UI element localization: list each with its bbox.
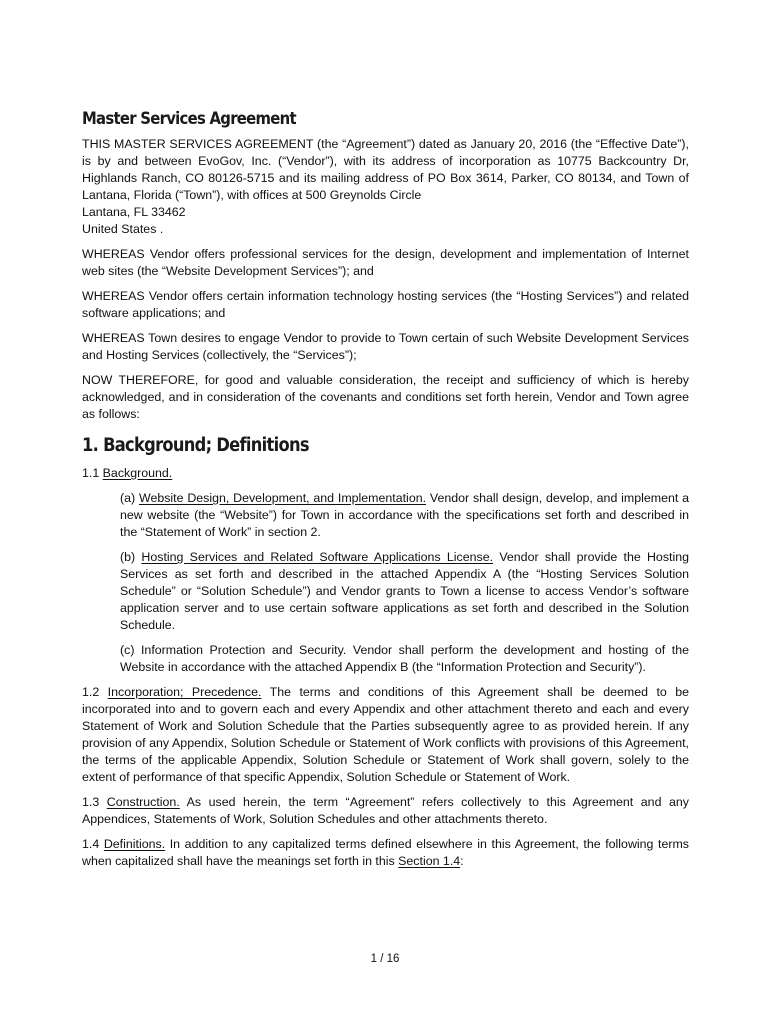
section-1-4-number: 1.4 xyxy=(82,837,104,851)
section-1-1 xyxy=(82,465,689,482)
section-1-1-title: Background. xyxy=(102,466,173,480)
whereas-clause-1: WHEREAS Vendor offers professional services for the design, development and implementation of Internet web sites (the “Website Development Services”); and xyxy=(82,247,689,278)
section-1-2-text: The terms and conditions of this Agreement shall be deemed to be incorporated into and to govern each and every Appendix and other attachment thereto and each and every Statement of Work and Solution Schedule that the Parties subsequently agree to as provided herein. If any provision of any Appendix, Solution Schedule or Statement of Work conflicts with provisions of this Agreement, the terms of the applicable Appendix, Solution Schedule or Statement of Work shall govern, solely to the extent of performance of that specific Appendix, Solution Schedule or Statement of Work. xyxy=(82,685,689,784)
section-1-2-number: 1.2 xyxy=(82,685,108,699)
section-1-3-number: 1.3 xyxy=(82,795,107,809)
section-1-4 xyxy=(82,836,689,870)
section-1-1-b xyxy=(120,549,689,634)
document-body xyxy=(82,106,689,878)
section-1-1-a xyxy=(120,490,689,541)
item-b-text: Vendor shall provide the Hosting Services as set forth and described in the attached Appendix A (the “Hosting Services Solution Schedule” or “Solution Schedule”) and Vendor grants to Town a license to access Vendor’s software application server and to use certain software applications as set forth and described in the Solution Schedule. xyxy=(120,550,689,632)
intro-paragraph xyxy=(82,136,689,238)
section-1-3-text: As used herein, the term “Agreement” refers collectively to this Agreement and any Appendices, Statements of Work, Solution Schedules and other attachments thereto. xyxy=(82,795,689,826)
page-number: 1 / 16 xyxy=(370,953,400,965)
item-a-prefix: (a) xyxy=(120,491,139,505)
document-title: Master Services Agreement xyxy=(82,109,296,128)
section-1-3-title: Construction. xyxy=(106,795,180,809)
item-a-title: Website Design, Development, and Implementation. xyxy=(138,491,427,505)
section-1-4-reference: Section 1.4 xyxy=(398,854,461,868)
section-1-heading: 1. Background; Definitions xyxy=(82,435,309,456)
section-1-4-title: Definitions. xyxy=(103,837,166,851)
whereas-clause-3: WHEREAS Town desires to engage Vendor to provide to Town certain of such Website Development Services and Hosting Services (collectively, the “Services”); xyxy=(82,331,689,362)
section-1-4-end: : xyxy=(460,854,464,868)
section-1-4-text: In addition to any capitalized terms defined elsewhere in this Agreement, the following terms when capitalized shall have the meanings set forth in this xyxy=(82,837,690,868)
item-b-prefix: (b) xyxy=(120,550,142,564)
section-1-2-title: Incorporation; Precedence. xyxy=(107,685,262,699)
now-therefore-clause: NOW THEREFORE, for good and valuable consideration, the receipt and sufficiency of which is hereby acknowledged, and in consideration of the covenants and conditions set forth herein, Vendor and Town agree as follows: xyxy=(82,373,689,421)
item-b-title: Hosting Services and Related Software Applications License. xyxy=(141,550,494,564)
section-1-2 xyxy=(82,684,689,786)
intro-country-line: United States . xyxy=(82,222,164,236)
intro-main: THIS MASTER SERVICES AGREEMENT (the “Agreement”) dated as January 20, 2016 (the “Effective Date”), is by and between EvoGov, Inc. (“Vendor”), with its address of incorporation as 10775 Backcountry Dr, Highlands Ranch, CO 80126-5715 and its mailing address of PO Box 3614, Parker, CO 80134, and Town of Lantana, Florida (“Town”), with offices at 500 Greynolds Circle xyxy=(82,137,689,202)
section-1-1-c: (c) Information Protection and Security. Vendor shall perform the development and hosting of the Website in accordance with the attached Appendix B (the “Information Protection and Security”). xyxy=(120,643,689,674)
item-a-text: Vendor shall design, develop, and implement a new website (the “Website”) for Town in accordance with the specifications set forth and described in the “Statement of Work” in section 2. xyxy=(120,491,689,539)
section-1-1-number: 1.1 xyxy=(82,466,103,480)
whereas-clause-2: WHEREAS Vendor offers certain information technology hosting services (the “Hosting Services”) and related software applications; and xyxy=(82,289,689,320)
intro-address-line: Lantana, FL 33462 xyxy=(82,205,186,219)
section-1-3 xyxy=(82,794,689,828)
